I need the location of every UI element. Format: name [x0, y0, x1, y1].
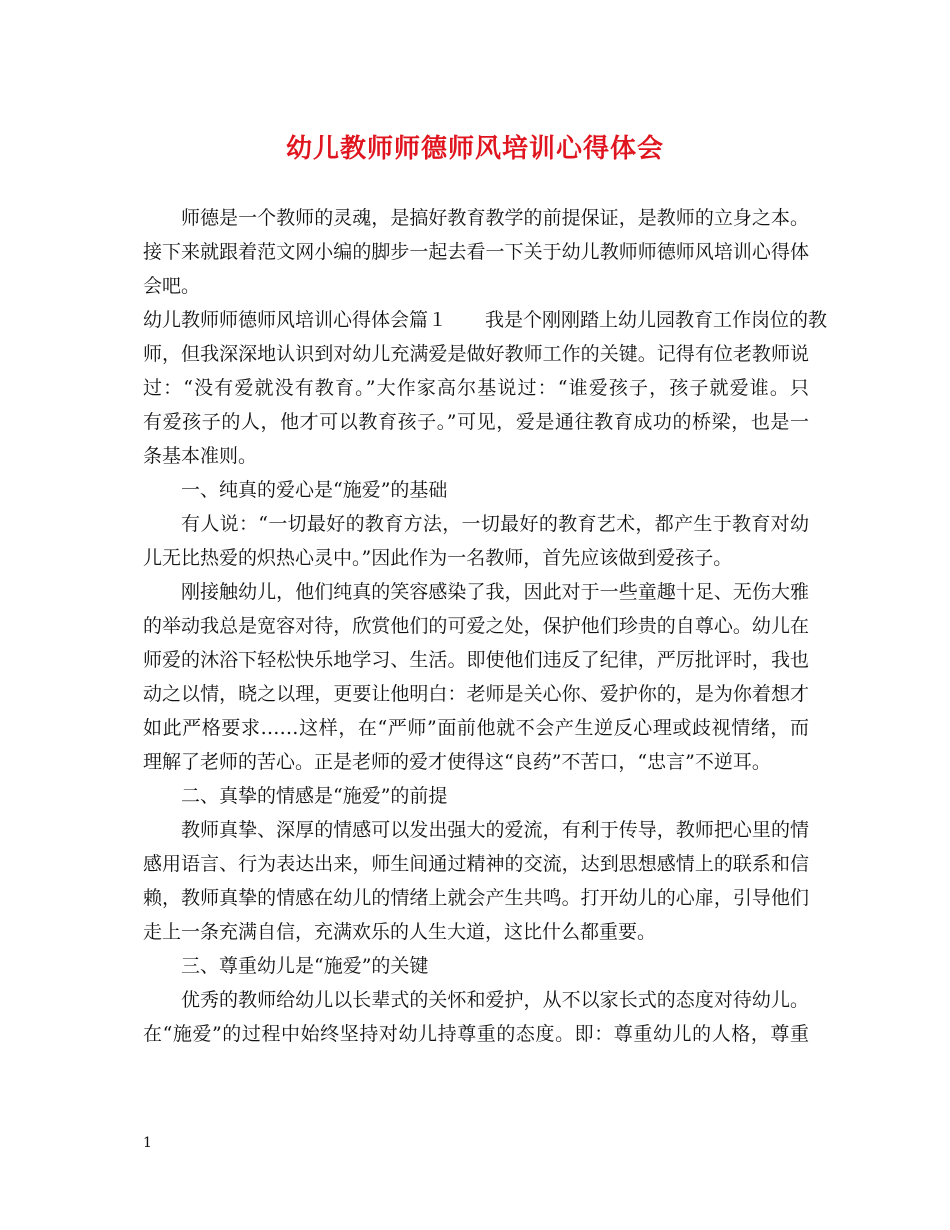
paragraph-line: 教师真挚、深厚的情感可以发出强大的爱流，有利于传导，教师把心里的情: [181, 819, 809, 841]
paragraph-line: 师爱的沐浴下轻松快乐地学习、生活。即使他们违反了纪律，严厉批评时，我也: [143, 649, 809, 671]
paragraph-line: 优秀的教师给幼儿以长辈式的关怀和爱护，从不以家长式的态度对待幼儿。: [181, 989, 809, 1011]
section-heading: 三、尊重幼儿是“施爱”的关键: [181, 955, 429, 977]
paragraph-line: 走上一条充满自信，充满欢乐的人生大道，这比什么都重要。: [143, 921, 657, 943]
paragraph-line: 条基本准则。: [143, 445, 258, 467]
paragraph-line: 会吧。: [143, 275, 201, 297]
paragraph-line: 在“施爱”的过程中始终坚持对幼儿持尊重的态度。即：尊重幼儿的人格，尊重: [143, 1023, 809, 1045]
paragraph-line: 如此严格要求……这样，在“严师”面前他就不会产生逆反心理或歧视情绪，而: [143, 717, 809, 739]
document-body: [143, 201, 828, 1051]
paragraph-line: 幼儿教师师德师风培训心得体会篇１ 我是个刚刚踏上幼儿园教育工作岗位的教: [143, 309, 828, 331]
page-number: 1: [143, 1135, 152, 1151]
paragraph-line: 接下来就跟着范文网小编的脚步一起去看一下关于幼儿教师师德师风培训心得体: [143, 241, 809, 263]
paragraph-line: 师，但我深深地认识到对幼儿充满爱是做好教师工作的关键。记得有位老教师说: [143, 343, 809, 365]
paragraph-line: 感用语言、行为表达出来，师生间通过精神的交流，达到思想感情上的联系和信: [143, 853, 809, 875]
paragraph-line: 儿无比热爱的炽热心灵中。”因此作为一名教师，首先应该做到爱孩子。: [143, 547, 733, 569]
paragraph-line: 过：“没有爱就没有教育。”大作家高尔基说过：“谁爱孩子，孩子就爱谁。只: [143, 377, 809, 399]
paragraph-line: 赖，教师真挚的情感在幼儿的情绪上就会产生共鸣。打开幼儿的心扉，引导他们: [143, 887, 809, 909]
paragraph-line: 有爱孩子的人，他才可以教育孩子。”可见，爱是通往教育成功的桥梁，也是一: [143, 411, 809, 433]
paragraph-line: 的举动我总是宽容对待，欣赏他们的可爱之处，保护他们珍贵的自尊心。幼儿在: [143, 615, 809, 637]
paragraph-line: 刚接触幼儿，他们纯真的笑容感染了我，因此对于一些童趣十足、无伤大雅: [181, 581, 809, 603]
section-heading: 二、真挚的情感是“施爱”的前提: [181, 785, 448, 807]
paragraph-line: 有人说：“一切最好的教育方法，一切最好的教育艺术，都产生于教育对幼: [181, 513, 809, 535]
paragraph-line: 理解了老师的苦心。正是老师的爱才使得这“良药”不苦口，“忠言”不逆耳。: [143, 751, 771, 773]
document-title: 幼儿教师师德师风培训心得体会: [285, 134, 664, 164]
paragraph-line: 师德是一个教师的灵魂，是搞好教育教学的前提保证，是教师的立身之本。: [181, 207, 809, 229]
paragraph-line: 动之以情，晓之以理，更要让他明白：老师是关心你、爱护你的，是为你着想才: [143, 683, 809, 705]
section-heading: 一、纯真的爱心是“施爱”的基础: [181, 479, 448, 501]
